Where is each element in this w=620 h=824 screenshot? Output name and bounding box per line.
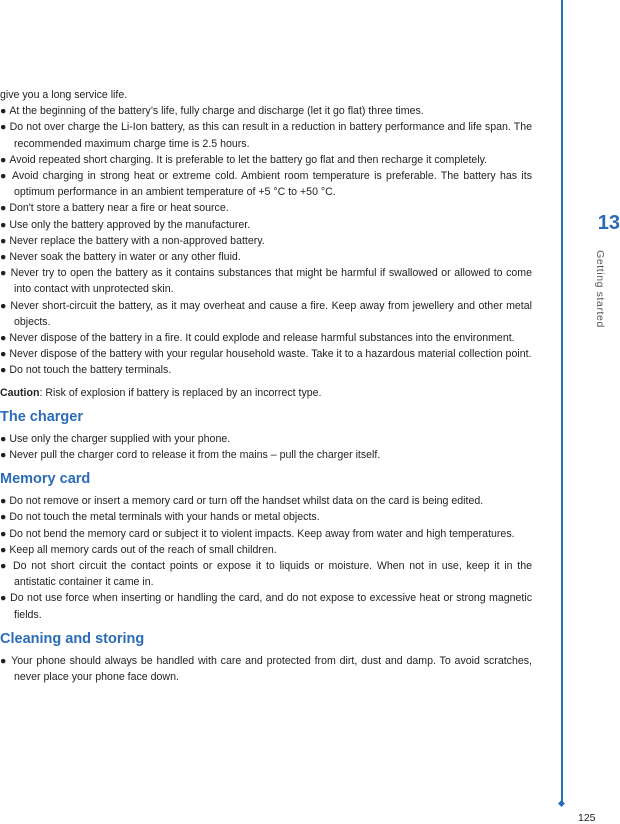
list-item: ● Never try to open the battery as it contains substances that might be harmful if swallowed or allowed to come into contact with unprotected skin. xyxy=(0,265,532,297)
list-item: ● Avoid repeated short charging. It is preferable to let the battery go flat and then recharge it completely. xyxy=(0,152,532,168)
list-item: ● Use only the charger supplied with your phone. xyxy=(0,431,532,447)
list-item: ● Never replace the battery with a non-approved battery. xyxy=(0,233,532,249)
charger-list xyxy=(0,431,532,463)
list-item: ● Never dispose of the battery in a fire. It could explode and release harmful substances into the environment. xyxy=(0,330,532,346)
list-item: ● Avoid charging in strong heat or extreme cold. Ambient room temperature is preferable. The battery has its optimum performance in an ambient temperature of +5 °C to +50 °C. xyxy=(0,168,532,200)
list-item: ● Do not touch the metal terminals with your hands or metal objects. xyxy=(0,509,532,525)
list-item: ● At the beginning of the battery’s life, fully charge and discharge (let it go flat) three times. xyxy=(0,103,532,119)
caution-label: Caution xyxy=(0,386,40,399)
page-number: 125 xyxy=(578,812,596,824)
chapter-number: 13 xyxy=(597,212,620,234)
chapter-title: Getting started xyxy=(594,250,606,328)
list-item: ● Never pull the charger cord to release it from the mains – pull the charger itself. xyxy=(0,447,532,463)
diamond-marker-icon xyxy=(558,800,565,807)
section-title-charger: The charger xyxy=(0,408,83,425)
list-item: ● Never short-circuit the battery, as it may overheat and cause a fire. Keep away from jewellery and other metal objects. xyxy=(0,298,532,330)
list-item: ● Don't store a battery near a fire or heat source. xyxy=(0,200,532,216)
caution-text: : Risk of explosion if battery is replaced by an incorrect type. xyxy=(39,386,322,399)
section-title-memory-card: Memory card xyxy=(0,471,91,488)
list-item: ● Do not bend the memory card or subject it to violent impacts. Keep away from water and high temperatures. xyxy=(0,526,532,542)
battery-list xyxy=(0,103,532,378)
list-item: ● Keep all memory cards out of the reach of small children. xyxy=(0,542,532,558)
list-item: ● Use only the battery approved by the manufacturer. xyxy=(0,217,532,233)
list-item: ● Never dispose of the battery with your regular household waste. Take it to a hazardous material collection point. xyxy=(0,346,532,362)
cleaning-list xyxy=(0,653,532,685)
list-item: ● Do not use force when inserting or handling the card, and do not expose to excessive heat or strong magnetic fields. xyxy=(0,590,532,622)
list-item: ● Your phone should always be handled with care and protected from dirt, dust and damp. To avoid scratches, never place your phone face down. xyxy=(0,653,532,685)
list-item: ● Do not over charge the Li-Ion battery, as this can result in a reduction in battery performance and life span. The recommended maximum charge time is 2.5 hours. xyxy=(0,119,532,151)
caution-note xyxy=(0,385,532,401)
intro-text: give you a long service life. xyxy=(0,89,128,101)
list-item: ● Do not touch the battery terminals. xyxy=(0,362,532,378)
list-item: ● Do not short circuit the contact points or expose it to liquids or moisture. When not in use, keep it in the antistatic container it came in. xyxy=(0,558,532,590)
list-item: ● Do not remove or insert a memory card or turn off the handset whilst data on the card is being edited. xyxy=(0,493,532,509)
memory-card-list xyxy=(0,493,532,623)
list-item: ● Never soak the battery in water or any other fluid. xyxy=(0,249,532,265)
section-title-cleaning: Cleaning and storing xyxy=(0,630,145,647)
page-content xyxy=(0,87,532,685)
sidebar-rule xyxy=(561,0,563,803)
